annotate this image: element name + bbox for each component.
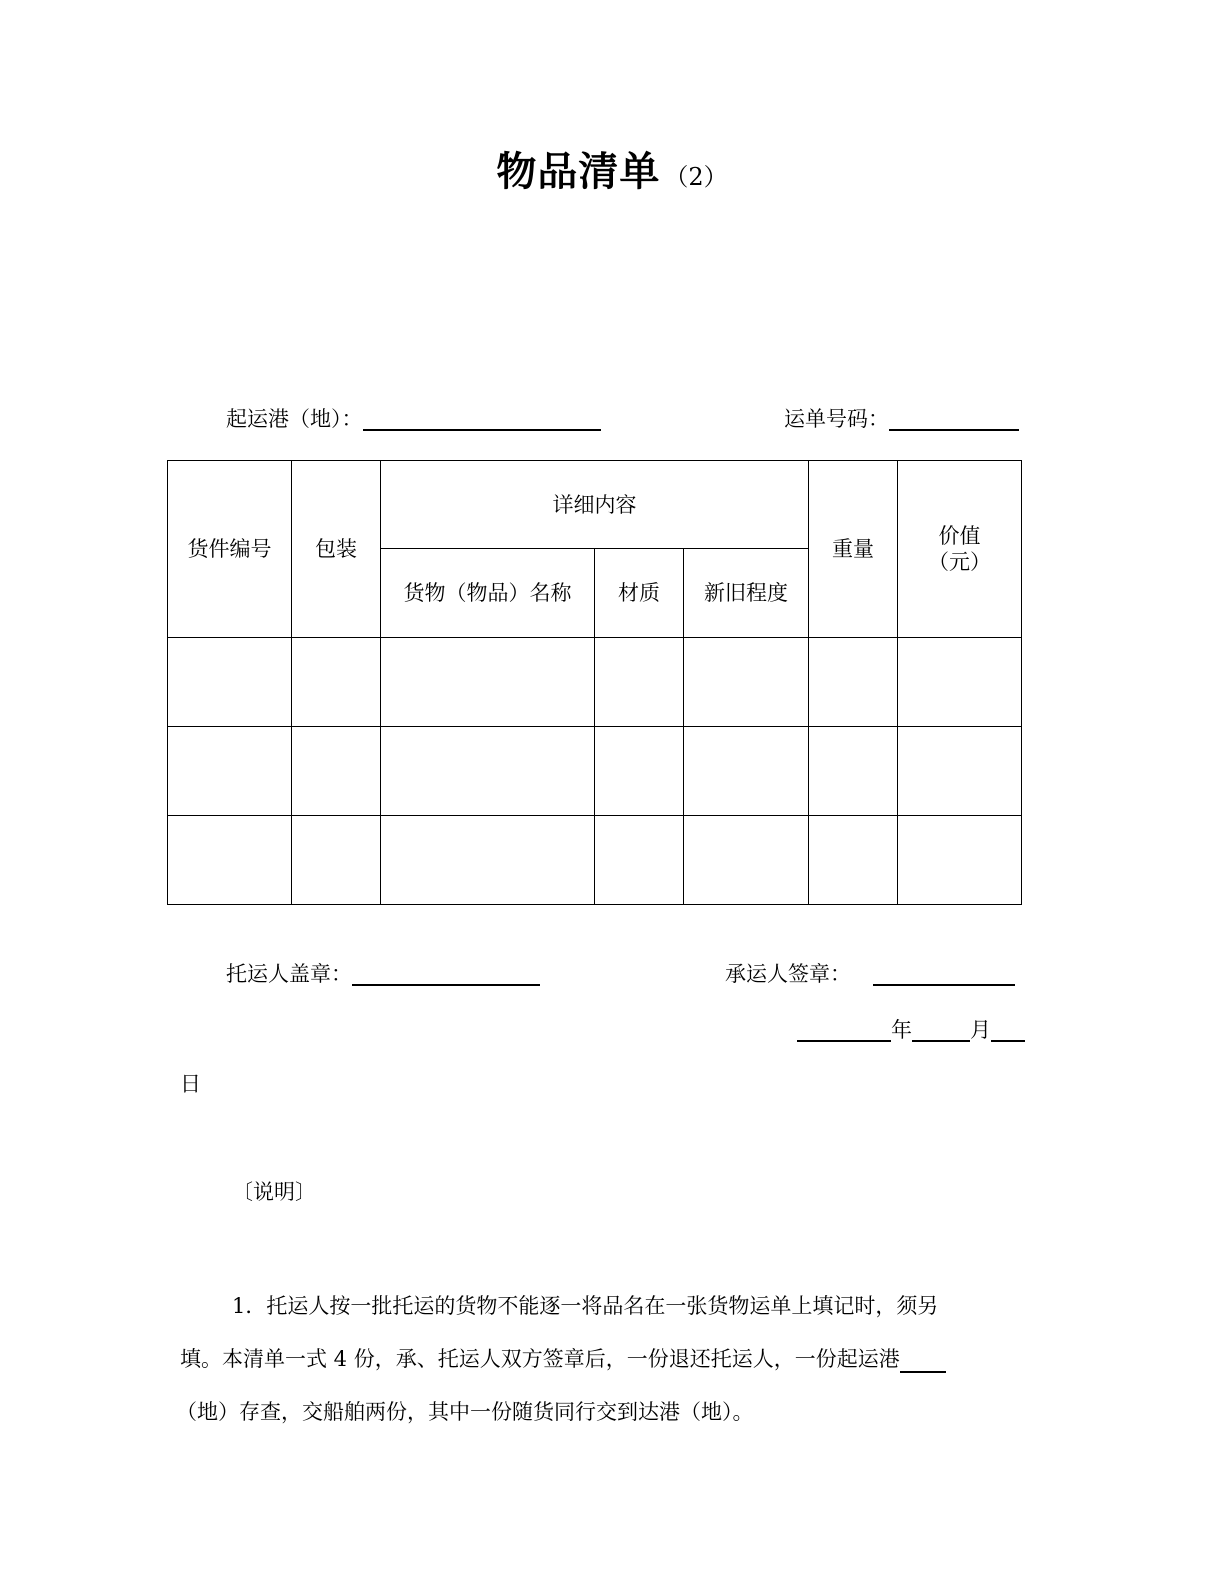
header-condition: 新旧程度 (684, 549, 809, 638)
origin-port-blank[interactable] (363, 409, 601, 431)
notes-item1-line3: （地）存查，交船舶两份，其中一份随货同行交到达港（地）。 (176, 1400, 754, 1424)
notes-heading: 〔说明〕 (232, 1180, 316, 1204)
cell-name[interactable] (381, 727, 595, 816)
cell-item-no[interactable] (168, 727, 292, 816)
carrier-sign-blank[interactable] (873, 964, 1015, 986)
month-blank[interactable] (912, 1020, 970, 1042)
header-value (898, 461, 1022, 638)
notes-item1-line1: 1．托运人按一批托运的货物不能逐一将品名在一张货物运单上填记时，须另 (232, 1294, 939, 1318)
cell-value[interactable] (898, 638, 1022, 727)
header-details: 详细内容 (381, 461, 809, 549)
year-blank[interactable] (797, 1020, 891, 1042)
shipper-seal-label: 托运人盖章： (226, 962, 352, 986)
header-item-no: 货件编号 (168, 461, 292, 638)
carrier-sign-field (725, 962, 1015, 986)
cell-name[interactable] (381, 816, 595, 905)
cell-weight[interactable] (809, 816, 898, 905)
waybill-number-label: 运单号码： (784, 407, 889, 431)
title-main: 物品清单 (496, 149, 661, 195)
origin-port-inline-blank (900, 1351, 946, 1373)
cell-material[interactable] (595, 727, 684, 816)
carrier-sign-label: 承运人签章： (725, 962, 851, 986)
year-label: 年 (891, 1018, 912, 1042)
cell-weight[interactable] (809, 727, 898, 816)
header-value-unit: （元） (928, 550, 991, 574)
cell-packing[interactable] (292, 638, 381, 727)
shipper-seal-blank[interactable] (352, 964, 540, 986)
cell-packing[interactable] (292, 816, 381, 905)
document-title (0, 140, 1224, 197)
cell-condition[interactable] (684, 727, 809, 816)
origin-port-field (226, 407, 601, 431)
cell-item-no[interactable] (168, 816, 292, 905)
table-row (168, 816, 1022, 905)
cell-name[interactable] (381, 638, 595, 727)
cell-packing[interactable] (292, 727, 381, 816)
cell-value[interactable] (898, 816, 1022, 905)
header-packing: 包装 (292, 461, 381, 638)
cell-item-no[interactable] (168, 638, 292, 727)
cell-material[interactable] (595, 638, 684, 727)
table-row (168, 727, 1022, 816)
shipper-seal-field (226, 962, 540, 986)
month-label: 月 (970, 1018, 991, 1042)
origin-port-label: 起运港（地）： (226, 407, 363, 431)
table-row (168, 638, 1022, 727)
waybill-number-field (784, 407, 1019, 431)
header-weight: 重量 (809, 461, 898, 638)
header-material: 材质 (595, 549, 684, 638)
title-sub: （2） (664, 163, 728, 191)
goods-table (167, 460, 1022, 905)
header-value-label: 价值 (938, 524, 981, 548)
day-label: 日 (180, 1072, 201, 1096)
waybill-number-blank[interactable] (889, 409, 1019, 431)
cell-condition[interactable] (684, 638, 809, 727)
notes-item1-line2-text: 填。本清单一式 4 份，承、托运人双方签章后，一份退还托运人，一份起运港 (180, 1347, 900, 1371)
day-blank[interactable] (991, 1020, 1025, 1042)
header-name: 货物（物品）名称 (381, 549, 595, 638)
notes-item1-line2 (180, 1343, 946, 1373)
cell-condition[interactable] (684, 816, 809, 905)
cell-weight[interactable] (809, 638, 898, 727)
cell-value[interactable] (898, 727, 1022, 816)
date-field (797, 1018, 1025, 1042)
cell-material[interactable] (595, 816, 684, 905)
